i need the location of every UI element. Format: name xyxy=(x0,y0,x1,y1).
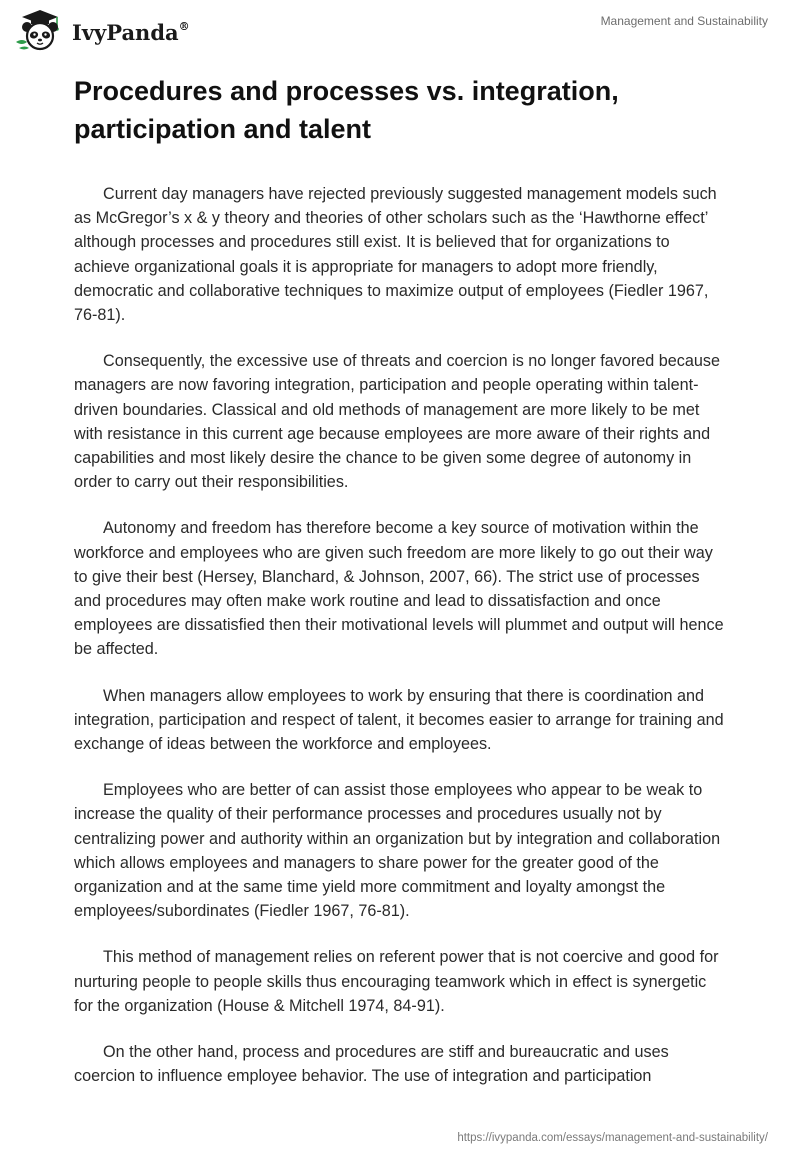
paragraph: On the other hand, process and procedures are stiff and bureaucratic and uses coercion to influence employee behavior. The use of integration and participation xyxy=(74,1043,669,1086)
paragraph: Employees who are better of can assist those employees who appear to be weak to increase the quality of their performance processes and procedures usually not by centralizing power and authority within an organization but by integration and collaboration which allows employees and managers to share power for the greater good of the organization and at the same time yield more commitment and loyalty amongst the employees/subordinates (Fiedler 1967, 76-81). xyxy=(74,781,721,921)
paragraph: When managers allow employees to work by ensuring that there is coordination and integration, participation and respect of talent, it becomes easier to arrange for training and exchange of ideas between the workforce and employees. xyxy=(74,686,724,754)
article-content xyxy=(74,72,726,1111)
page-header xyxy=(0,0,800,60)
paragraph: This method of management relies on referent power that is not coercive and good for nurturing people to people skills thus encouraging teamwork which in effect is synergetic for the organization (House & Mitchell 1974, 84-91). xyxy=(74,948,719,1015)
brand-name-text: IvyPanda xyxy=(72,19,179,45)
brand-name xyxy=(72,20,190,45)
running-title: Management and Sustainability xyxy=(600,14,768,28)
ivypanda-logo[interactable] xyxy=(14,8,190,52)
registered-mark: ® xyxy=(178,19,190,33)
paragraph: Autonomy and freedom has therefore become a key source of motivation within the workforce and employees who are given such freedom are more likely to go out their way to give their best (Hersey, Blanchard, & Johnson, 2007, 66). The strict use of processes and procedures may often make work routine and lead to dissatisfaction and once employees are dissatisfied then their motivational levels will plummet and output will hence be affected. xyxy=(74,519,724,659)
panda-graduate-icon xyxy=(14,8,66,52)
paragraph: Current day managers have rejected previously suggested management models such as McGregor’s x & y theory and theories of other scholars such as the ‘Hawthorne effect’ although processes and procedures still exist. It is believed that for organizations to achieve organizational goals it is appropriate for managers to adopt more friendly, democratic and collaborative techniques to maximize output of employees (Fiedler 1967, 76-81). xyxy=(74,185,717,325)
source-url[interactable]: https://ivypanda.com/essays/management-and-sustainability/ xyxy=(457,1132,768,1144)
paragraph: Consequently, the excessive use of threats and coercion is no longer favored because managers are now favoring integration, participation and people operating within talent-driven boundaries. Classical and old methods of management are more likely to be met with resistance in this current age because employees are more aware of their rights and capabilities and most likely desire the chance to be given some degree of autonomy in order to carry out their responsibilities. xyxy=(74,352,720,492)
article-title: Procedures and processes vs. integration, participation and talent xyxy=(74,76,619,144)
